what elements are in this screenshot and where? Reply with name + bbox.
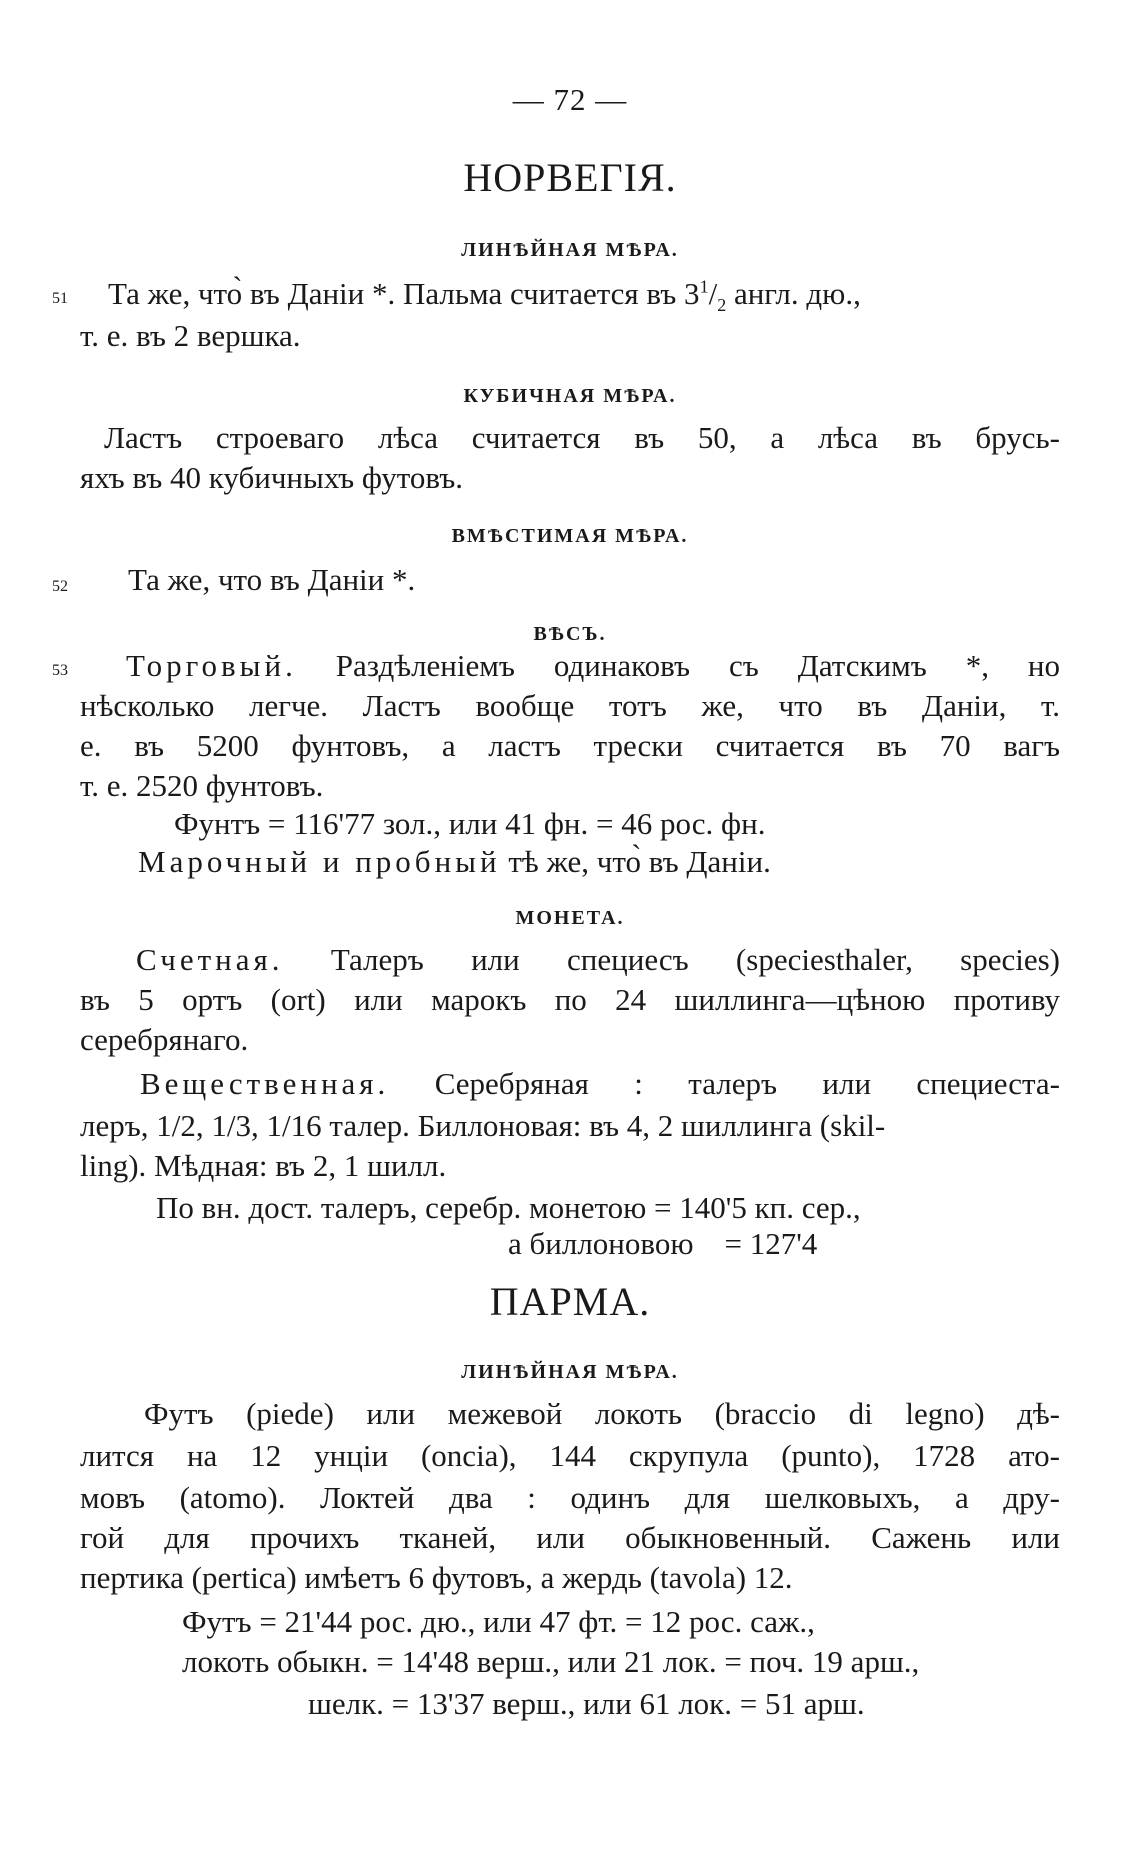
page-number: — 72 — [512,82,628,117]
section-heading-coin: МОНЕТА. [515,907,625,929]
text-line: гой для прочихъ тканей, или обыкновенный. Сажень или [80,1520,1060,1555]
text-line: Футъ = 21'44 рос. дю., или 47 фт. = 12 рос. саж., [182,1604,815,1639]
section-heading-linear-parma: ЛИНѢЙНАЯ МѢРА. [461,1361,679,1383]
margin-marker-53: 53 [52,662,68,679]
text-line: Та же, что̀ въ Даніи *. Пальма считается въ $3^1/_2$ англ. дю., [108,276,861,316]
text-line: Вещественная. Серебряная : талеръ или специеста- [140,1066,1060,1101]
text-line: нѣсколько легче. Ластъ вообще тотъ же, что въ Даніи, т. [80,688,1060,723]
margin-marker-51: 51 [52,290,68,307]
fraction: 1/3, [211,1108,259,1143]
text-line: мовъ (atomo). Локтей два : одинъ для шелковыхъ, а дру- [80,1480,1060,1515]
text-line: т. е. 2520 фунтовъ. [80,768,324,803]
text-line: локоть обыкн. = 14'48 верш., или 21 лок. = поч. 19 арш., [182,1644,920,1679]
section-heading-weight: ВѢСЪ. [533,623,607,645]
text-line: Та же, что въ Даніи *. [128,562,416,597]
fraction: 1/16 [266,1108,322,1143]
section-heading-linear: ЛИНѢЙНАЯ МѢРА. [461,239,679,261]
text-line: Футъ (piede) или межевой локоть (braccio di legno) дѣ- [144,1396,1060,1431]
text-line: яхъ въ 40 кубичныхъ футовъ. [80,460,464,495]
section-heading-cubic: КУБИЧНАЯ МѢРА. [463,385,677,407]
margin-marker-52: 52 [52,578,68,595]
country-title-norway: НОРВЕГІЯ. [463,155,677,200]
country-title-parma: ПАРМА. [489,1279,651,1324]
text-line: Торговый. Раздѣленіемъ одинаковъ съ Датскимъ *, но [126,648,1060,683]
text-line: шелк. = 13'37 верш., или 61 лок. = 51 арш. [308,1686,865,1721]
text-line: Марочный и пробный тѣ же, что̀ въ Даніи. [138,844,771,879]
text-line: а биллоновою = 127'4 [508,1226,818,1261]
text-line: лится на 12 унціи (oncia), 144 скрупула (punto), 1728 ато- [80,1438,1060,1473]
text-line: леръ, 1/2, 1/3, 1/16 талер. Биллоновая: въ 4, 2 шиллинга (skil- [80,1108,886,1143]
text-line: е. въ 5200 фунтовъ, а ластъ трески считается въ 70 вагъ [80,728,1060,763]
text-line: въ 5 ортъ (ort) или марокъ по 24 шиллинга—цѣною противу [80,982,1060,1017]
text-line: т. е. въ 2 вершка. [80,318,301,353]
text-line: Фунтъ = 116'77 зол., или 41 фн. = 46 рос. фн. [174,806,766,841]
text-line: Ластъ строеваго лѣса считается въ 50, а лѣса въ брусь- [104,420,1060,455]
text-line: пертика (pertica) имѣетъ 6 футовъ, а жердь (tavola) 12. [80,1560,793,1595]
text-line: ling). Мѣдная: въ 2, 1 шилл. [80,1148,447,1183]
text-line: Счетная. Талеръ или специесъ (speciesthaler, species) [136,942,1060,977]
fraction: 1/2, [156,1108,204,1143]
text-line: серебрянаго. [80,1022,249,1057]
section-heading-capacity: ВМѢСТИМАЯ МѢРА. [451,525,689,547]
text-line: По вн. дост. талеръ, серебр. монетою = 140'5 кп. сер., [156,1190,861,1225]
